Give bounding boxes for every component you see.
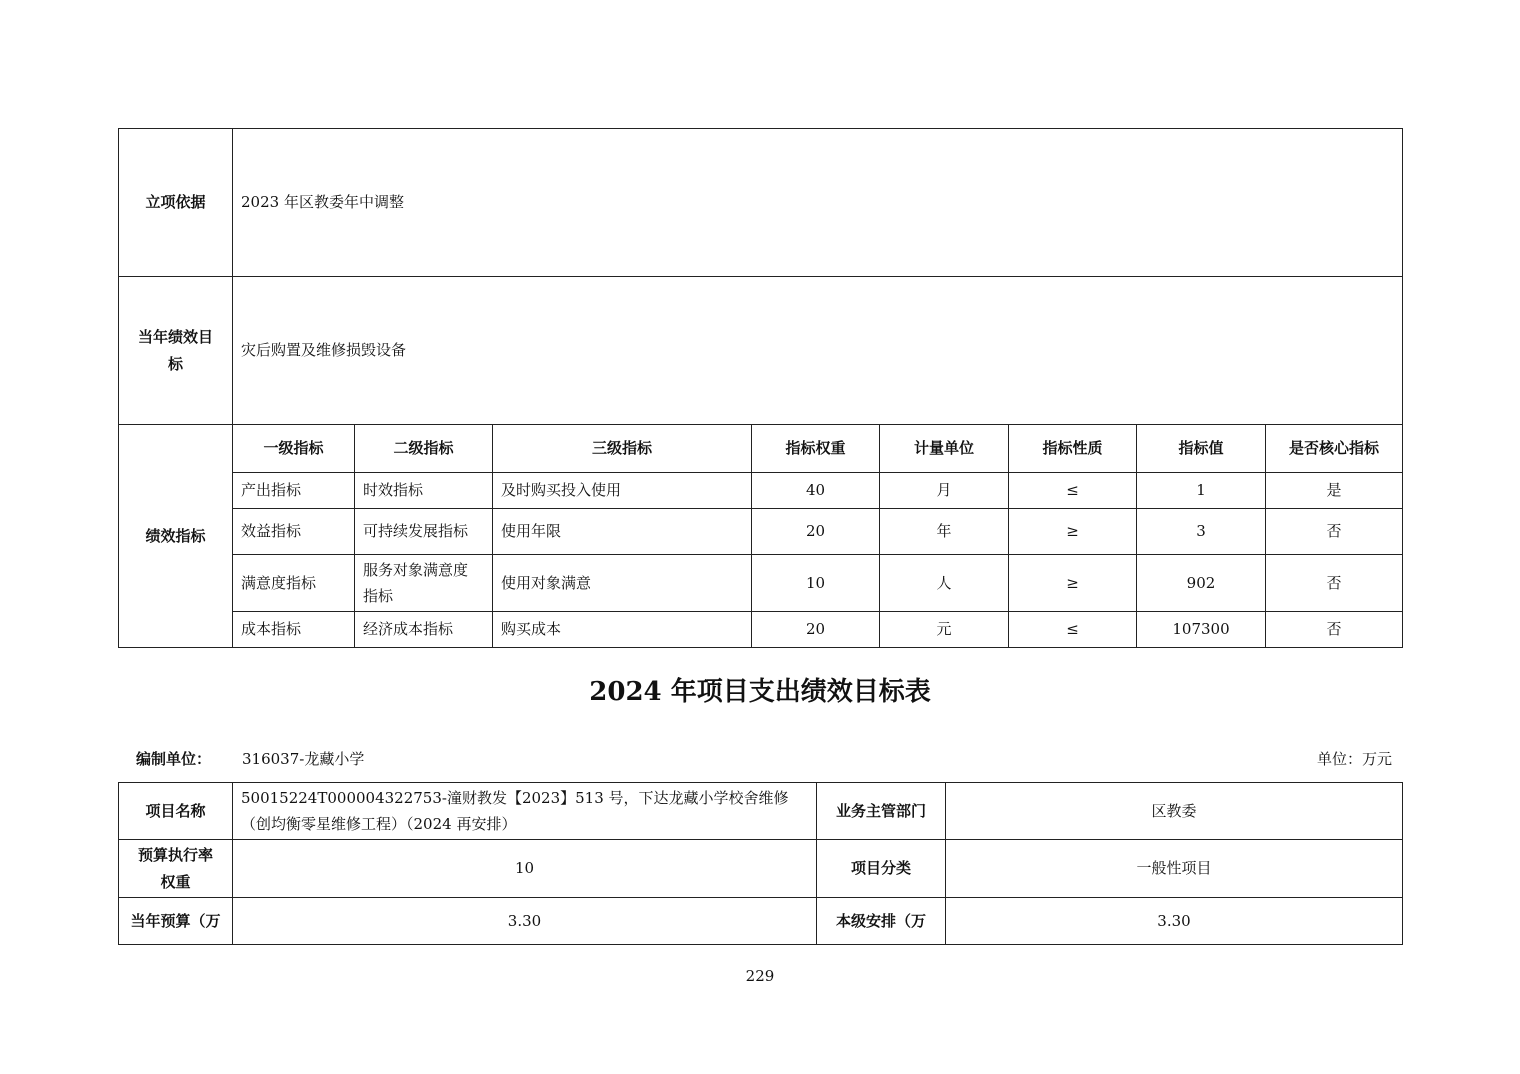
row-weight: 10 (752, 555, 880, 612)
exec-rate-value: 10 (233, 840, 817, 898)
row-core: 否 (1266, 555, 1403, 612)
exec-rate-row (119, 840, 1403, 898)
row-weight: 20 (752, 509, 880, 555)
header-level1: 一级指标 (233, 425, 355, 473)
row-nature: ≤ (1009, 473, 1137, 509)
project-name-value: 50015224T000004322753-潼财教发【2023】513 号，下达龙藏小学校舍维修（创均衡零星维修工程）（2024 再安排） (233, 783, 817, 840)
row-unit: 元 (880, 612, 1009, 648)
row-level3: 购买成本 (493, 612, 752, 648)
row-value: 107300 (1137, 612, 1266, 648)
exec-rate-label (119, 840, 233, 898)
row-weight: 40 (752, 473, 880, 509)
category-label: 项目分类 (817, 840, 946, 898)
row-value: 3 (1137, 509, 1266, 555)
row-level2: 时效指标 (355, 473, 493, 509)
row-level2: 可持续发展指标 (355, 509, 493, 555)
row-nature: ≥ (1009, 509, 1137, 555)
row-level2 (355, 555, 493, 612)
row-level1: 满意度指标 (233, 555, 355, 612)
row-nature: ≥ (1009, 555, 1137, 612)
row-level2: 经济成本指标 (355, 612, 493, 648)
dept-value: 区教委 (946, 783, 1403, 840)
goal-label-line2: 标 (167, 354, 183, 373)
exec-rate-label-line2: 权重 (160, 872, 191, 891)
row-level2-line1: 服务对象满意度 (363, 560, 469, 579)
local-budget-value: 3.30 (946, 898, 1403, 945)
basis-label: 立项依据 (119, 129, 233, 277)
header-value: 指标值 (1137, 425, 1266, 473)
goal-label (119, 277, 233, 425)
dept-label: 业务主管部门 (817, 783, 946, 840)
performance-indicator-table (118, 128, 1403, 648)
compile-unit-label: 编制单位： (136, 750, 212, 768)
row-level1: 效益指标 (233, 509, 355, 555)
table-row (119, 612, 1403, 648)
money-unit-label: 单位：万元 (1316, 750, 1392, 768)
table-row (119, 555, 1403, 612)
row-unit: 年 (880, 509, 1009, 555)
exec-rate-label-line1: 预算执行率 (137, 846, 213, 865)
project-info-table (118, 782, 1403, 945)
table-row (119, 473, 1403, 509)
goal-value: 灾后购置及维修损毁设备 (233, 277, 1403, 425)
row-weight: 20 (752, 612, 880, 648)
header-unit: 计量单位 (880, 425, 1009, 473)
row-core: 否 (1266, 509, 1403, 555)
document-title: 2024 年项目支出绩效目标表 (589, 677, 931, 707)
indicators-label: 绩效指标 (119, 425, 233, 648)
row-nature: ≤ (1009, 612, 1137, 648)
indicator-header-row (119, 425, 1403, 473)
compile-unit-value: 316037-龙藏小学 (242, 750, 365, 768)
row-unit: 月 (880, 473, 1009, 509)
header-weight: 指标权重 (752, 425, 880, 473)
page-number: 229 (745, 967, 775, 985)
row-level3: 使用对象满意 (493, 555, 752, 612)
row-level2-line2: 指标 (363, 587, 394, 605)
basis-row (119, 129, 1403, 277)
project-name-row (119, 783, 1403, 840)
project-name-label: 项目名称 (119, 783, 233, 840)
budget-label: 当年预算（万 (119, 898, 233, 945)
goal-row (119, 277, 1403, 425)
header-level3: 三级指标 (493, 425, 752, 473)
budget-row (119, 898, 1403, 945)
local-budget-label: 本级安排（万 (817, 898, 946, 945)
row-core: 是 (1266, 473, 1403, 509)
category-value: 一般性项目 (946, 840, 1403, 898)
goal-label-line1: 当年绩效目 (137, 328, 213, 347)
header-nature: 指标性质 (1009, 425, 1137, 473)
row-level1: 成本指标 (233, 612, 355, 648)
row-level1: 产出指标 (233, 473, 355, 509)
basis-value: 2023 年区教委年中调整 (233, 129, 1403, 277)
budget-value: 3.30 (233, 898, 817, 945)
compile-unit-line (118, 746, 1402, 772)
row-level3: 使用年限 (493, 509, 752, 555)
row-value: 1 (1137, 473, 1266, 509)
header-core: 是否核心指标 (1266, 425, 1403, 473)
table-row (119, 509, 1403, 555)
row-unit: 人 (880, 555, 1009, 612)
row-core: 否 (1266, 612, 1403, 648)
header-level2: 二级指标 (355, 425, 493, 473)
row-value: 902 (1137, 555, 1266, 612)
row-level3: 及时购买投入使用 (493, 473, 752, 509)
